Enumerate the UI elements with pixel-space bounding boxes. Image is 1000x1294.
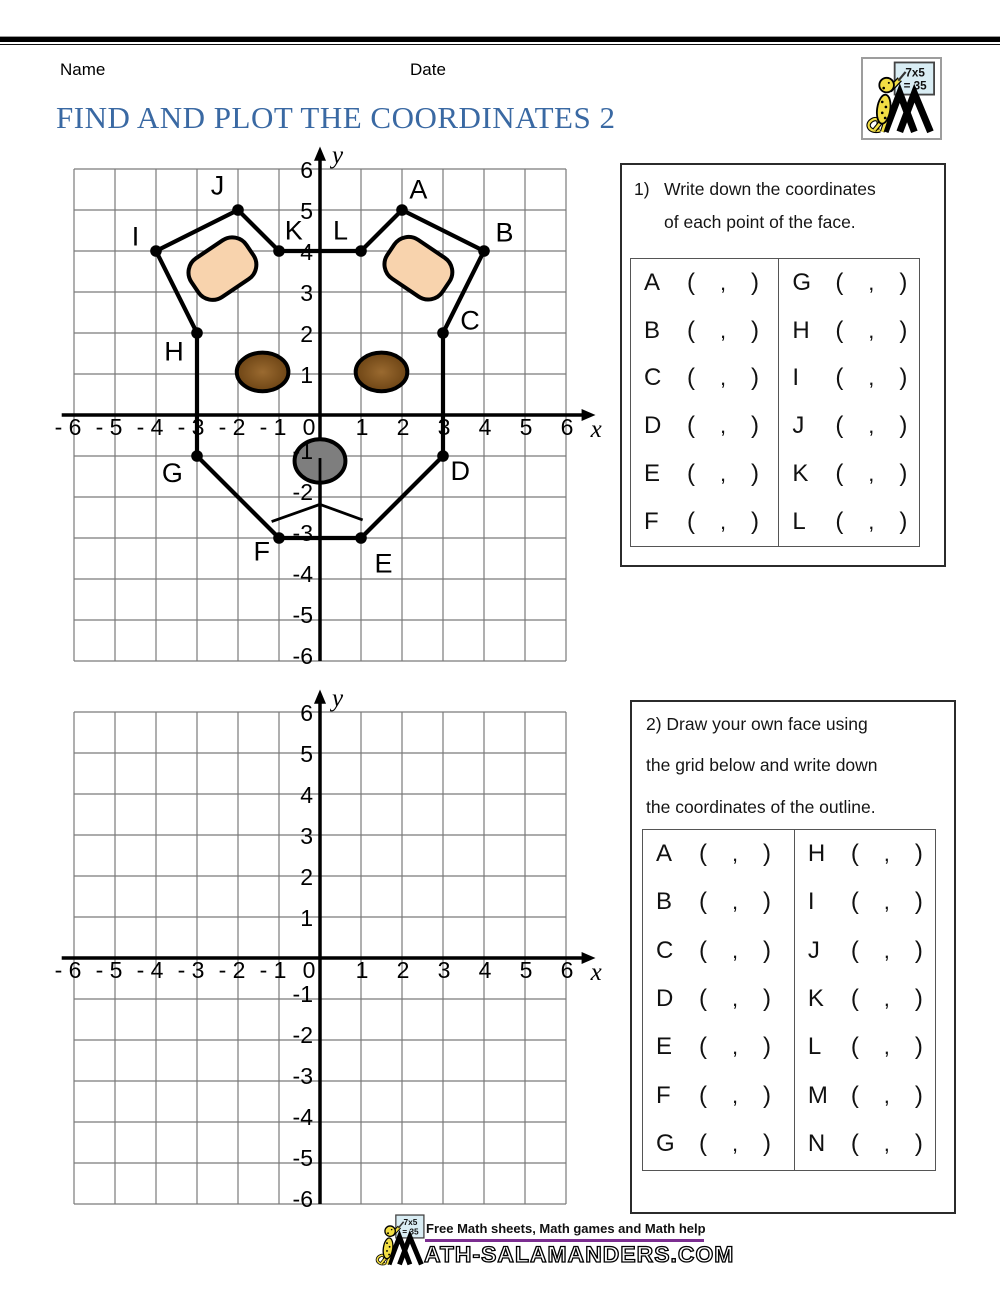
open-paren: (	[835, 507, 844, 535]
close-paren: )	[914, 936, 923, 964]
question-1-prefix: 1)	[634, 179, 650, 199]
open-paren: (	[835, 460, 844, 488]
open-paren: (	[699, 1033, 707, 1061]
open-paren: (	[687, 268, 695, 296]
point-dot-J	[232, 204, 244, 216]
close-paren: )	[751, 412, 759, 440]
x-tick--2: - 2	[218, 414, 246, 440]
close-paren: )	[914, 985, 923, 1013]
open-paren: (	[850, 985, 859, 1013]
x-tick-5: 5	[519, 957, 533, 983]
tick-labels	[55, 700, 574, 1212]
x-tick-1: 1	[355, 957, 369, 983]
point-label-H: H	[164, 336, 184, 367]
point-letter: L	[807, 1033, 822, 1061]
comma: ,	[868, 413, 875, 439]
point-label-B: B	[495, 217, 514, 248]
x-tick--1: - 1	[259, 414, 287, 440]
coordinate-blank-row-A	[643, 830, 794, 878]
y-tick--4: -4	[292, 1104, 313, 1130]
y-tick-2: 2	[300, 321, 313, 347]
close-paren: )	[763, 888, 771, 916]
point-dot-D	[437, 450, 449, 462]
point-letter: B	[644, 316, 661, 344]
open-paren: (	[850, 1033, 859, 1061]
x-tick-4: 4	[478, 957, 492, 983]
x-axis-letter: x	[590, 416, 602, 443]
close-paren: )	[751, 268, 759, 296]
open-paren: (	[835, 316, 844, 344]
coordinate-blank-row-F	[643, 1071, 794, 1119]
table2-right-column	[795, 830, 935, 1170]
y-tick-4: 4	[300, 782, 313, 808]
date-label: Date	[410, 60, 446, 79]
x-tick--3: - 3	[177, 414, 205, 440]
point-label-C: C	[460, 305, 480, 336]
coordinate-blank-row-L	[795, 1023, 935, 1071]
x-tick--4: - 4	[136, 957, 164, 983]
open-paren: (	[699, 840, 707, 868]
close-paren: )	[751, 460, 759, 488]
y-tick--2: -2	[292, 1022, 313, 1048]
table1-left-column	[631, 259, 779, 546]
point-letter: I	[807, 888, 815, 916]
comma: ,	[883, 889, 890, 915]
x-tick--2: - 2	[218, 957, 246, 983]
point-letter: M	[807, 1081, 828, 1109]
close-paren: )	[763, 1081, 771, 1109]
mouth-line	[320, 504, 363, 520]
comma: ,	[731, 937, 739, 963]
point-label-D: D	[450, 455, 470, 486]
comma: ,	[719, 461, 727, 487]
comma: ,	[883, 937, 890, 963]
point-dot-H	[191, 327, 203, 339]
coordinate-blank-row-K	[795, 975, 935, 1023]
x-tick--6: - 6	[54, 414, 82, 440]
question-2-box	[630, 700, 956, 1214]
x-tick-3: 3	[437, 957, 451, 983]
x-tick-1: 1	[355, 414, 369, 440]
coordinate-blank-row-J	[779, 402, 919, 450]
x-tick--1: - 1	[259, 957, 287, 983]
point-dot-L	[355, 245, 367, 257]
left-ear-shape	[182, 231, 263, 307]
comma: ,	[883, 841, 890, 867]
comma: ,	[731, 889, 739, 915]
y-tick--3: -3	[292, 1063, 313, 1089]
axes	[62, 146, 596, 661]
point-dot-I	[150, 245, 162, 257]
comma: ,	[719, 365, 727, 391]
comma: ,	[719, 508, 727, 534]
left-eye-shape	[237, 353, 289, 392]
close-paren: )	[751, 507, 759, 535]
open-paren: (	[835, 412, 844, 440]
close-paren: )	[899, 507, 908, 535]
close-paren: )	[763, 840, 771, 868]
question-1-line1: Write down the coordinates	[664, 179, 876, 199]
point-letter: J	[792, 412, 805, 440]
point-dot-C	[437, 327, 449, 339]
point-label-A: A	[409, 174, 428, 205]
point-letter: D	[644, 412, 662, 440]
x-tick--4: - 4	[136, 414, 164, 440]
close-paren: )	[763, 936, 771, 964]
comma: ,	[719, 269, 727, 295]
comma: ,	[883, 1082, 890, 1108]
y-tick--6: -6	[292, 1186, 313, 1212]
x-tick--3: - 3	[177, 957, 205, 983]
x-tick-2: 2	[396, 957, 410, 983]
open-paren: (	[699, 985, 707, 1013]
coordinate-blank-row-C	[643, 927, 794, 975]
y-axis-letter: y	[332, 141, 344, 169]
point-letter: C	[656, 936, 674, 964]
point-letter: D	[656, 985, 674, 1013]
question-2-line1: 2) Draw your own face using	[646, 714, 868, 734]
close-paren: )	[899, 460, 908, 488]
close-paren: )	[914, 840, 923, 868]
x-tick--6: - 6	[54, 957, 82, 983]
open-paren: (	[699, 936, 707, 964]
close-paren: )	[914, 1081, 923, 1109]
comma: ,	[868, 461, 875, 487]
y-tick-5: 5	[300, 741, 313, 767]
coordinate-blank-row-H	[795, 830, 935, 878]
y-tick--2: -2	[292, 479, 313, 505]
point-letter: C	[644, 364, 662, 392]
comma: ,	[883, 1034, 890, 1060]
point-letter: A	[656, 840, 673, 868]
close-paren: )	[914, 1129, 923, 1157]
y-tick--5: -5	[292, 602, 313, 628]
right-eye-shape	[356, 353, 408, 392]
coordinate-blank-row-I	[795, 878, 935, 926]
comma: ,	[731, 1082, 739, 1108]
open-paren: (	[850, 1129, 859, 1157]
table1-right-column	[779, 259, 919, 546]
point-label-L: L	[332, 215, 349, 246]
table2-left-column	[643, 830, 795, 1170]
coordinate-blank-row-D	[631, 402, 778, 450]
y-tick--4: -4	[292, 561, 313, 587]
close-paren: )	[763, 1129, 771, 1157]
x-tick-2: 2	[396, 414, 410, 440]
y-tick-3: 3	[300, 280, 313, 306]
point-dot-A	[396, 204, 408, 216]
point-letter: K	[792, 460, 809, 488]
footer-tagline: Free Math sheets, Math games and Math help	[426, 1221, 706, 1236]
point-dot-E	[355, 532, 367, 544]
footer-salamander-logo	[374, 1214, 426, 1266]
question-2-line2: the grid below and write down	[646, 755, 878, 775]
coordinate-blank-row-N	[795, 1120, 935, 1168]
point-letter: I	[792, 364, 799, 392]
coordinate-blank-row-B	[631, 307, 778, 355]
open-paren: (	[699, 888, 707, 916]
coordinate-blank-row-D	[643, 975, 794, 1023]
point-letter: J	[807, 936, 820, 964]
x-tick--5: - 5	[95, 414, 123, 440]
y-tick-6: 6	[300, 157, 313, 183]
x-tick--5: - 5	[95, 957, 123, 983]
comma: ,	[731, 1034, 739, 1060]
y-tick-2: 2	[300, 864, 313, 890]
coordinates-answer-table-1	[630, 258, 920, 547]
name-label: Name	[60, 60, 106, 79]
open-paren: (	[699, 1129, 707, 1157]
point-label-I: I	[131, 221, 140, 252]
coordinates-answer-table-2	[642, 829, 936, 1171]
comma: ,	[731, 841, 739, 867]
coordinate-blank-row-G	[779, 259, 919, 307]
point-label-K: K	[284, 215, 303, 246]
blank-coordinate-grid	[25, 683, 610, 1223]
y-tick--1: -1	[292, 981, 313, 1007]
point-dot-F	[273, 532, 285, 544]
header-divider-rule	[0, 36, 1000, 45]
y-tick-1: 1	[300, 362, 313, 388]
close-paren: )	[914, 888, 923, 916]
y-tick-6: 6	[300, 700, 313, 726]
x-tick-0: 0	[302, 957, 316, 983]
comma: ,	[868, 508, 875, 534]
point-label-F: F	[253, 536, 271, 567]
open-paren: (	[850, 936, 859, 964]
question-1-box	[620, 163, 946, 567]
point-letter: K	[807, 985, 824, 1013]
point-letter: E	[656, 1033, 673, 1061]
page-title: FIND AND PLOT THE COORDINATES 2	[56, 100, 616, 135]
comma: ,	[883, 1130, 890, 1156]
math-salamanders-logo	[864, 60, 937, 135]
point-letter: F	[644, 507, 659, 535]
x-tick-6: 6	[560, 414, 574, 440]
close-paren: )	[899, 412, 908, 440]
question-2-line3: the coordinates of the outline.	[646, 797, 876, 817]
comma: ,	[719, 413, 727, 439]
open-paren: (	[687, 364, 695, 392]
point-dot-G	[191, 450, 203, 462]
point-dot-K	[273, 245, 285, 257]
comma: ,	[731, 986, 739, 1012]
y-tick--6: -6	[292, 643, 313, 669]
comma: ,	[868, 317, 875, 343]
open-paren: (	[850, 888, 859, 916]
x-tick-0: 0	[302, 414, 316, 440]
y-tick--1: -1	[292, 438, 313, 464]
point-letter: H	[792, 316, 810, 344]
comma: ,	[731, 1130, 739, 1156]
coordinate-blank-row-B	[643, 878, 794, 926]
close-paren: )	[751, 364, 759, 392]
y-tick-5: 5	[300, 198, 313, 224]
point-letter: B	[656, 888, 673, 916]
open-paren: (	[850, 1081, 859, 1109]
point-letter: L	[792, 507, 806, 535]
coordinate-blank-row-L	[779, 498, 919, 546]
x-tick-3: 3	[437, 414, 451, 440]
coordinate-blank-row-J	[795, 927, 935, 975]
y-tick--5: -5	[292, 1145, 313, 1171]
point-letter: F	[656, 1081, 671, 1109]
comma: ,	[868, 269, 875, 295]
close-paren: )	[763, 985, 771, 1013]
coordinate-blank-row-A	[631, 259, 778, 307]
question-1-line2: of each point of the face.	[664, 212, 856, 232]
point-letter: H	[807, 840, 826, 868]
y-tick-4: 4	[300, 239, 313, 265]
open-paren: (	[850, 840, 859, 868]
footer-site-text: ATH-SALAMANDERS.COM	[424, 1242, 735, 1267]
coordinate-blank-row-I	[779, 355, 919, 403]
comma: ,	[883, 986, 890, 1012]
point-letter: G	[656, 1129, 675, 1157]
point-letter: G	[792, 268, 811, 296]
coordinate-blank-row-F	[631, 498, 778, 546]
coordinate-blank-row-E	[631, 450, 778, 498]
math-salamanders-logo-box	[861, 57, 942, 140]
point-label-G: G	[161, 458, 183, 489]
close-paren: )	[899, 268, 908, 296]
open-paren: (	[687, 412, 695, 440]
x-tick-4: 4	[478, 414, 492, 440]
y-tick--3: -3	[292, 520, 313, 546]
close-paren: )	[914, 1033, 923, 1061]
coordinate-blank-row-M	[795, 1071, 935, 1119]
open-paren: (	[835, 268, 844, 296]
axes	[62, 689, 596, 1204]
point-label-J: J	[210, 170, 225, 201]
close-paren: )	[763, 1033, 771, 1061]
y-tick-1: 1	[300, 905, 313, 931]
coordinate-blank-row-G	[643, 1120, 794, 1168]
open-paren: (	[687, 507, 695, 535]
comma: ,	[868, 365, 875, 391]
coordinate-blank-row-C	[631, 355, 778, 403]
coordinate-grid-with-face	[25, 140, 610, 675]
comma: ,	[719, 317, 727, 343]
point-letter: A	[644, 268, 661, 296]
point-label-E: E	[374, 548, 393, 579]
x-axis-letter: x	[590, 959, 602, 986]
point-letter: N	[807, 1129, 826, 1157]
point-letter: E	[644, 460, 661, 488]
close-paren: )	[751, 316, 759, 344]
close-paren: )	[899, 316, 908, 344]
y-tick-3: 3	[300, 823, 313, 849]
y-axis-letter: y	[332, 684, 344, 712]
x-tick-6: 6	[560, 957, 574, 983]
open-paren: (	[687, 316, 695, 344]
right-ear-shape	[378, 230, 459, 306]
coordinate-blank-row-H	[779, 307, 919, 355]
open-paren: (	[699, 1081, 707, 1109]
open-paren: (	[835, 364, 844, 392]
close-paren: )	[899, 364, 908, 392]
coordinate-blank-row-K	[779, 450, 919, 498]
coordinate-blank-row-E	[643, 1023, 794, 1071]
x-tick-5: 5	[519, 414, 533, 440]
point-dot-B	[478, 245, 490, 257]
open-paren: (	[687, 460, 695, 488]
